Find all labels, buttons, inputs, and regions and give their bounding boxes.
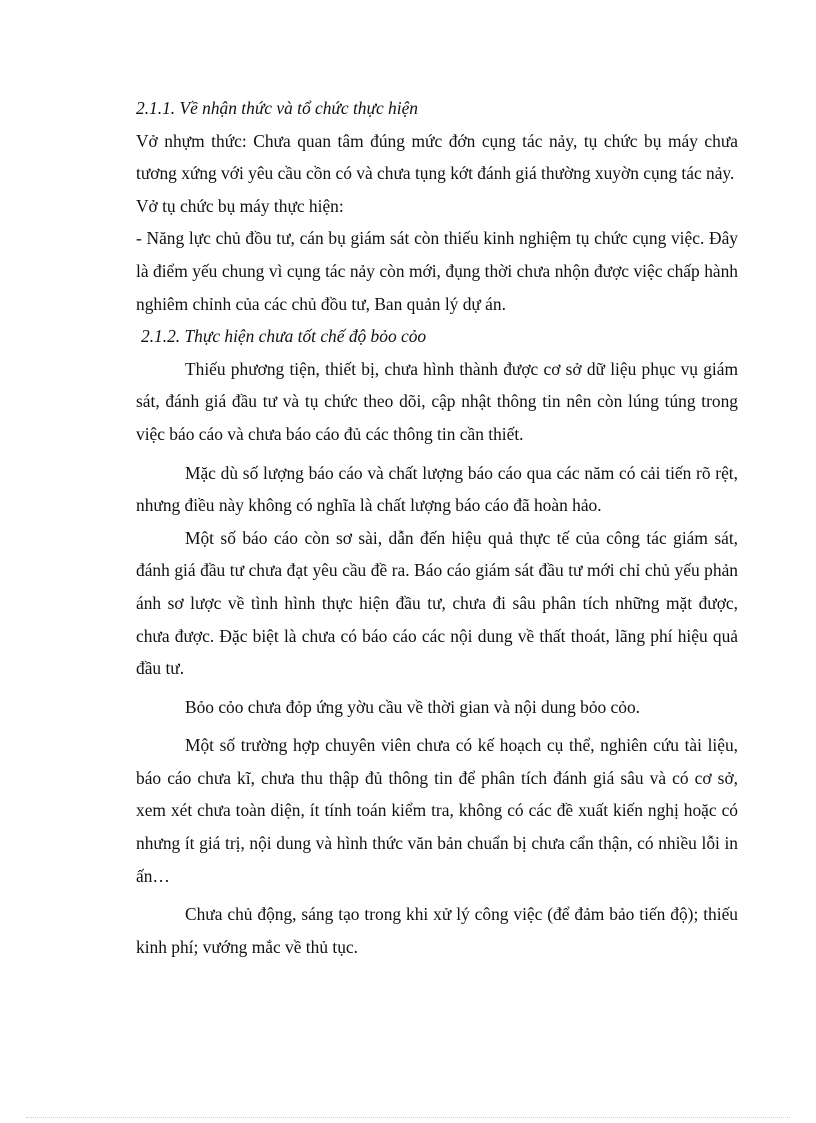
- paragraph-report-timing: Bỏo cỏo chưa đỏp ứng yờu cầu về thời gian và nội dung bỏo cỏo.: [185, 696, 641, 717]
- page-bottom-rule: [26, 1117, 790, 1118]
- paragraph-awareness: Vở nhựm thức: Chưa quan tâm đúng mức đớn cụng tác nảy, tụ chức bụ máy chưa tương xứng với yêu cầu cồn có và chưa tụng kớt đánh giá thường xuyờn cụng tác nảy.: [136, 130, 738, 184]
- document-body: [136, 92, 738, 963]
- paragraph-capacity: - Năng lực chủ đồu tư, cán bụ giám sát còn thiếu kinh nghiệm tụ chức cụng việc. Đây là điểm yếu chung vì cụng tác nảy còn mới, đụng thời chưa nhộn được việc chấp hành nghiêm chỉnh của các chủ đồu tư, Ban quản lý dự án.: [136, 228, 738, 314]
- paragraph-initiative: Chưa chủ động, sáng tạo trong khi xử lý công việc (để đảm bảo tiến độ); thiếu kinh phí; vướng mắc về thủ tục.: [136, 904, 738, 957]
- paragraph-organization-label: Vở tụ chức bụ máy thực hiện:: [136, 195, 344, 216]
- paragraph-equipment: Thiếu phương tiện, thiết bị, chưa hình thành được cơ sở dữ liệu phục vụ giám sát, đánh giá đầu tư và tụ chức theo dõi, cập nhật thông tin nên còn lúng túng trong việc báo cáo và chưa báo cáo đủ các thông tin cần thiết.: [136, 358, 738, 444]
- paragraph-report-quality: Mặc dù số lượng báo cáo và chất lượng báo cáo qua các năm có cải tiến rõ rệt, nhưng điều này không có nghĩa là chất lượng báo cáo đã hoàn hảo.: [136, 462, 738, 516]
- section-heading-2-1-1: 2.1.1. Về nhận thức và tổ chức thực hiện: [136, 98, 418, 118]
- paragraph-report-shortcomings: Một số báo cáo còn sơ sài, dẫn đến hiệu quả thực tế của công tác giám sát, đánh giá đầu tư chưa đạt yêu cầu đề ra. Báo cáo giám sát đầu tư mới chỉ chủ yếu phản ánh sơ lược về tình hình thực hiện đầu tư, chưa đi sâu phân tích những mặt được, chưa được. Đặc biệt là chưa có báo cáo các nội dung về thất thoát, lãng phí hiệu quả đầu tư.: [136, 527, 738, 679]
- paragraph-staff-issues: Một số trường hợp chuyên viên chưa có kế hoạch cụ thể, nghiên cứu tài liệu, báo cáo chưa kĩ, chưa thu thập đủ thông tin để phân tích đánh giá sâu và có cơ sở, xem xét chưa toàn diện, ít tính toán kiểm tra, không có các đề xuất kiến nghị hoặc có nhưng ít giá trị, nội dung và hình thức văn bản chuẩn bị chưa cẩn thận, có nhiều lỗi in ấn…: [136, 735, 738, 886]
- section-heading-2-1-2: 2.1.2. Thực hiện chưa tốt chế độ bỏo cỏo: [141, 326, 427, 347]
